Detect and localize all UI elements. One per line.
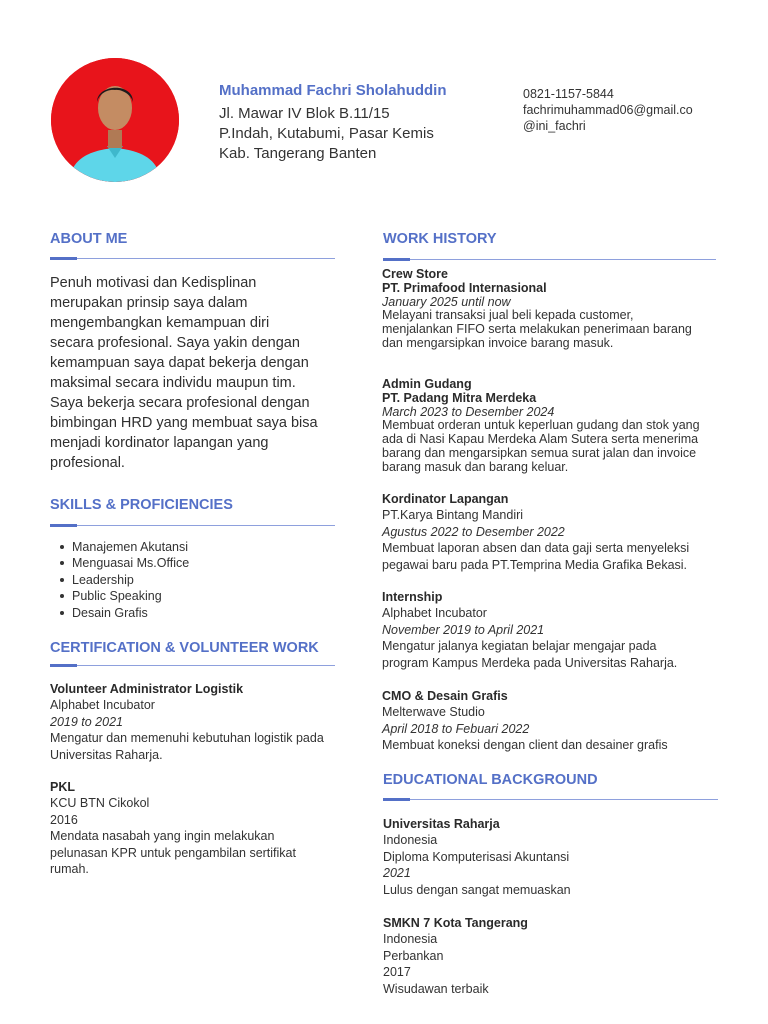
skill-label: Manajemen Akutansi bbox=[72, 540, 189, 554]
skill-item bbox=[72, 588, 189, 604]
certification-entry bbox=[50, 779, 345, 877]
entry-title: Internship bbox=[382, 590, 443, 604]
about-line: Saya bekerja secara profesional dengan bbox=[50, 395, 310, 411]
work-divider bbox=[383, 259, 716, 260]
bullet-icon bbox=[60, 594, 64, 598]
school-name: SMKN 7 Kota Tangerang bbox=[383, 916, 528, 930]
skills-list bbox=[72, 539, 189, 621]
school-program: Perbankan bbox=[383, 948, 444, 963]
work-entry bbox=[382, 491, 722, 573]
education-entry bbox=[383, 915, 723, 997]
entry-desc-line: barang dan mengarsipkan semua surat jalan dan invoice bbox=[382, 445, 697, 460]
entry-desc-line: Mendata nasabah yang ingin melakukan bbox=[50, 829, 275, 844]
work-title: WORK HISTORY bbox=[383, 231, 497, 247]
address-line: Jl. Mawar IV Blok B.11/15 bbox=[219, 105, 390, 122]
entry-title: Crew Store bbox=[382, 267, 448, 281]
entry-title: Admin Gudang bbox=[382, 377, 472, 391]
address-line: Kab. Tangerang Banten bbox=[219, 145, 377, 162]
entry-desc-line: barang masuk dan barang keluar. bbox=[382, 459, 569, 474]
entry-date: November 2019 to April 2021 bbox=[382, 622, 545, 637]
education-entry bbox=[383, 816, 723, 898]
school-name: Universitas Raharja bbox=[383, 817, 500, 831]
skill-label: Leadership bbox=[72, 572, 134, 587]
school-note: Lulus dengan sangat memuaskan bbox=[383, 882, 571, 897]
entry-title: PKL bbox=[50, 780, 75, 794]
school-year: 2017 bbox=[383, 965, 411, 980]
skill-label: Menguasai Ms.Office bbox=[72, 556, 190, 571]
bullet-icon bbox=[60, 578, 64, 582]
skill-item bbox=[72, 605, 189, 621]
entry-desc-line: pegawai baru pada PT.Temprina Media Grafika Bekasi. bbox=[382, 557, 688, 572]
skill-item bbox=[72, 555, 189, 571]
entry-org: PT.Karya Bintang Mandiri bbox=[382, 508, 524, 523]
contact-block bbox=[523, 86, 763, 134]
work-entry bbox=[382, 589, 722, 671]
entry-org: PT. Primafood Internasional bbox=[382, 280, 547, 295]
school-year: 2021 bbox=[383, 866, 411, 881]
school-country: Indonesia bbox=[383, 932, 438, 947]
entry-org: Alphabet Incubator bbox=[382, 606, 487, 621]
work-entry bbox=[382, 378, 722, 475]
entry-desc-line: Universitas Raharja. bbox=[50, 747, 163, 762]
candidate-name: Muhammad Fachri Sholahuddin bbox=[219, 82, 447, 99]
bullet-icon bbox=[60, 561, 64, 565]
skill-label: Desain Grafis bbox=[72, 605, 148, 620]
school-country: Indonesia bbox=[383, 833, 438, 848]
address-line: P.Indah, Kutabumi, Pasar Kemis bbox=[219, 125, 434, 142]
about-line: kemampuan saya dapat bekerja dengan bbox=[50, 355, 309, 371]
entry-org: KCU BTN Cikokol bbox=[50, 796, 150, 811]
entry-date: January 2025 until now bbox=[382, 294, 511, 309]
entry-date: Agustus 2022 to Desember 2022 bbox=[382, 524, 565, 539]
entry-desc-line: program Kampus Merdeka pada Universitas Raharja. bbox=[382, 655, 678, 670]
about-divider bbox=[50, 258, 335, 259]
skills-divider bbox=[50, 525, 335, 526]
school-program: Diploma Komputerisasi Akuntansi bbox=[383, 849, 570, 864]
entry-desc-line: menjalankan FIFO serta melakukan penerimaan barang bbox=[382, 322, 692, 337]
work-entry bbox=[382, 268, 722, 351]
entry-desc-line: ada di Nasi Kapau Merdeka Alam Sutera serta menerima bbox=[382, 432, 699, 447]
about-line: mengembangkan kemampuan diri bbox=[50, 315, 270, 331]
entry-org: Alphabet Incubator bbox=[50, 698, 155, 713]
phone-number: 0821-1157-5844 bbox=[523, 87, 614, 101]
entry-date: 2016 bbox=[50, 812, 78, 827]
school-note: Wisudawan terbaik bbox=[383, 981, 489, 996]
entry-org: PT. Padang Mitra Merdeka bbox=[382, 390, 537, 405]
education-divider bbox=[383, 799, 718, 800]
about-text bbox=[50, 273, 340, 473]
social-handle: @ini_fachri bbox=[523, 119, 586, 133]
about-line: menjadi kordinator lapangan yang bbox=[50, 435, 269, 451]
person-avatar-icon bbox=[51, 58, 179, 182]
about-line: secara profesional. Saya yakin dengan bbox=[50, 335, 300, 351]
about-line: Penuh motivasi dan Kedisplinan bbox=[50, 275, 257, 291]
profile-photo bbox=[51, 58, 179, 182]
entry-desc-line: Melayani transaksi jual beli kepada customer, bbox=[382, 308, 634, 323]
bullet-icon bbox=[60, 611, 64, 615]
entry-title: CMO & Desain Grafis bbox=[382, 689, 508, 703]
entry-org: Melterwave Studio bbox=[382, 705, 485, 720]
entry-desc-line: Membuat laporan absen dan data gaji serta menyeleksi bbox=[382, 541, 690, 556]
about-line: bimbingan HRD yang membuat saya bisa bbox=[50, 415, 318, 431]
about-line: maksimal secara individu maupun tim. bbox=[50, 375, 296, 391]
skill-item bbox=[72, 539, 189, 555]
certification-divider bbox=[50, 665, 335, 666]
address-block bbox=[219, 104, 434, 164]
entry-desc-line: Membuat koneksi dengan client dan desainer grafis bbox=[382, 738, 668, 753]
bullet-icon bbox=[60, 545, 64, 549]
skills-title: SKILLS & PROFICIENCIES bbox=[50, 497, 233, 513]
email-address: fachrimuhammad06@gmail.co bbox=[523, 103, 693, 117]
entry-desc-line: Mengatur dan memenuhi kebutuhan logistik pada bbox=[50, 731, 324, 746]
work-entry bbox=[382, 688, 722, 754]
certification-entry bbox=[50, 681, 345, 763]
about-title: ABOUT ME bbox=[50, 231, 128, 247]
entry-desc-line: dan mengarsipkan invoice barang masuk. bbox=[382, 335, 614, 350]
entry-date: April 2018 to Febuari 2022 bbox=[382, 721, 530, 736]
about-line: profesional. bbox=[50, 455, 125, 471]
skill-item bbox=[72, 572, 189, 588]
entry-date: March 2023 to Desember 2024 bbox=[382, 404, 555, 419]
education-title: EDUCATIONAL BACKGROUND bbox=[383, 772, 598, 788]
entry-desc-line: pelunasan KPR untuk pengambilan sertifikat bbox=[50, 845, 296, 860]
certification-title: CERTIFICATION & VOLUNTEER WORK bbox=[50, 640, 319, 656]
entry-title: Kordinator Lapangan bbox=[382, 492, 509, 506]
entry-date: 2019 to 2021 bbox=[50, 714, 123, 729]
entry-desc-line: rumah. bbox=[50, 862, 89, 877]
entry-desc-line: Membuat orderan untuk keperluan gudang dan stok yang bbox=[382, 418, 700, 433]
entry-desc-line: Mengatur jalanya kegiatan belajar mengajar pada bbox=[382, 639, 657, 654]
skill-label: Public Speaking bbox=[72, 589, 162, 604]
about-line: merupakan prinsip saya dalam bbox=[50, 295, 248, 311]
entry-title: Volunteer Administrator Logistik bbox=[50, 682, 244, 696]
